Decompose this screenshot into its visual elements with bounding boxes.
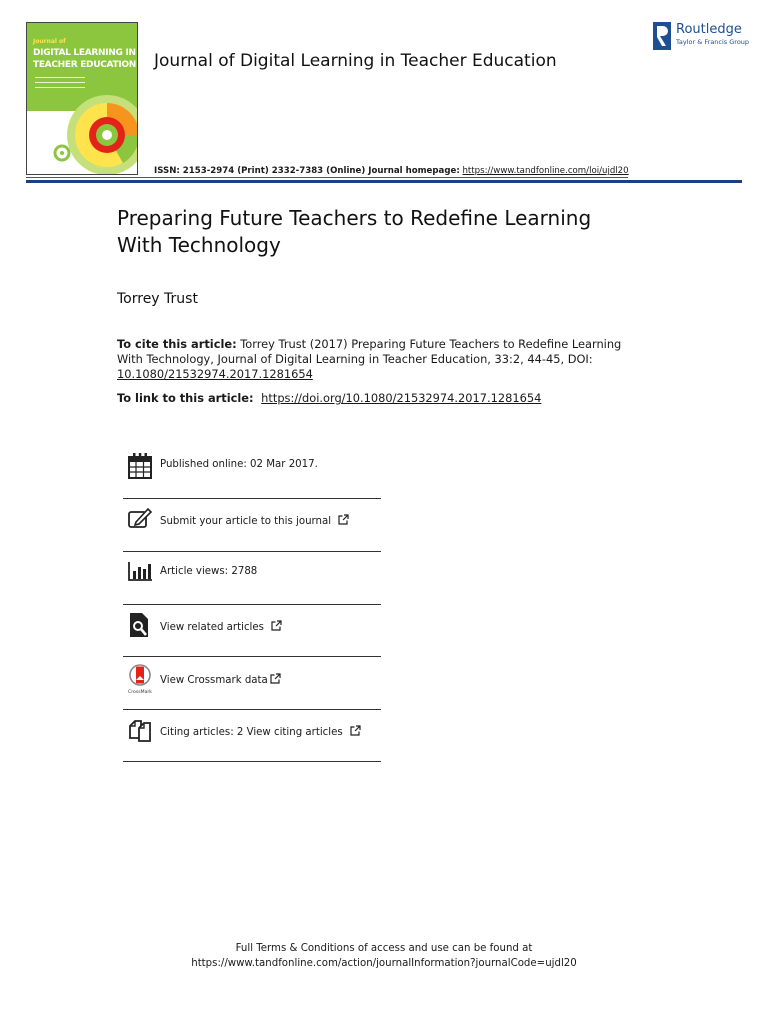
citing-articles-link[interactable]: Citing articles: 2 View citing articles	[160, 727, 343, 738]
cover-title-line2: TEACHER EDUCATION	[33, 60, 136, 70]
cover-subtext	[35, 77, 85, 92]
cite-text-line1: Torrey Trust (2017) Preparing Future Teachers to Redefine Learning	[240, 337, 622, 351]
header-blue-rule	[26, 180, 742, 183]
crossmark-row[interactable]	[123, 664, 381, 704]
cite-label: To cite this article:	[117, 337, 237, 351]
link-label: To link to this article:	[117, 391, 254, 405]
published-row	[123, 452, 381, 492]
article-link-line	[117, 391, 541, 406]
submit-row[interactable]	[123, 505, 381, 545]
article-title-line1: Preparing Future Teachers to Redefine Learning	[117, 206, 592, 230]
routledge-logo-icon	[653, 22, 671, 50]
external-link-icon	[338, 514, 349, 525]
header-thin-rule	[26, 177, 628, 178]
citation-doi-link[interactable]: 10.1080/21532974.2017.1281654	[117, 367, 313, 381]
crossmark-icon-label: CrossMark	[128, 690, 152, 694]
related-articles-link[interactable]: View related articles	[160, 622, 264, 633]
article-title-line2: With Technology	[117, 233, 281, 257]
divider	[123, 498, 381, 499]
divider	[123, 709, 381, 710]
external-link-icon	[271, 620, 282, 631]
article-views: Article views: 2788	[160, 566, 258, 577]
citation-line2: With Technology, Journal of Digital Learning in Teacher Education, 33:2, 44-45, DOI:	[117, 352, 593, 366]
bar-chart-icon	[127, 558, 153, 586]
views-row	[123, 558, 381, 598]
article-author: Torrey Trust	[117, 291, 198, 307]
calendar-icon	[127, 452, 153, 480]
related-row[interactable]	[123, 611, 381, 651]
journal-cover-image	[26, 22, 138, 175]
citing-row[interactable]	[123, 717, 381, 757]
citation-line1	[117, 337, 621, 352]
footer-terms-url[interactable]: https://www.tandfonline.com/action/journalInformation?journalCode=ujdl20	[191, 958, 577, 969]
article-doi-url[interactable]: https://doi.org/10.1080/21532974.2017.1281654	[261, 391, 542, 405]
submit-article-link[interactable]: Submit your article to this journal	[160, 516, 332, 527]
cover-small-label: Journal of	[33, 38, 66, 45]
divider	[123, 551, 381, 552]
cover-art	[27, 23, 138, 175]
issn-line	[154, 166, 629, 176]
divider	[123, 761, 381, 762]
edit-icon	[127, 505, 153, 533]
external-link-icon	[270, 673, 281, 684]
external-link-icon	[350, 725, 361, 736]
footer-terms-text: Full Terms & Conditions of access and use can be found at	[235, 943, 533, 954]
journal-homepage-link[interactable]: https://www.tandfonline.com/loi/ujdl20	[462, 166, 629, 176]
cover-title-line1: DIGITAL LEARNING IN	[33, 48, 136, 58]
crossmark-icon	[127, 664, 153, 694]
copy-documents-icon	[127, 717, 153, 745]
publisher-name: Routledge	[676, 22, 742, 37]
divider	[123, 604, 381, 605]
published-date: Published online: 02 Mar 2017.	[160, 459, 318, 470]
divider	[123, 656, 381, 657]
issn-label: ISSN: 2153-2974 (Print) 2332-7383 (Online) Journal homepage:	[154, 166, 460, 176]
crossmark-data-link[interactable]: View Crossmark data	[160, 675, 268, 686]
publisher-subtitle: Taylor & Francis Group	[676, 38, 750, 46]
journal-title[interactable]: Journal of Digital Learning in Teacher Education	[154, 51, 557, 71]
document-search-icon	[127, 611, 153, 639]
